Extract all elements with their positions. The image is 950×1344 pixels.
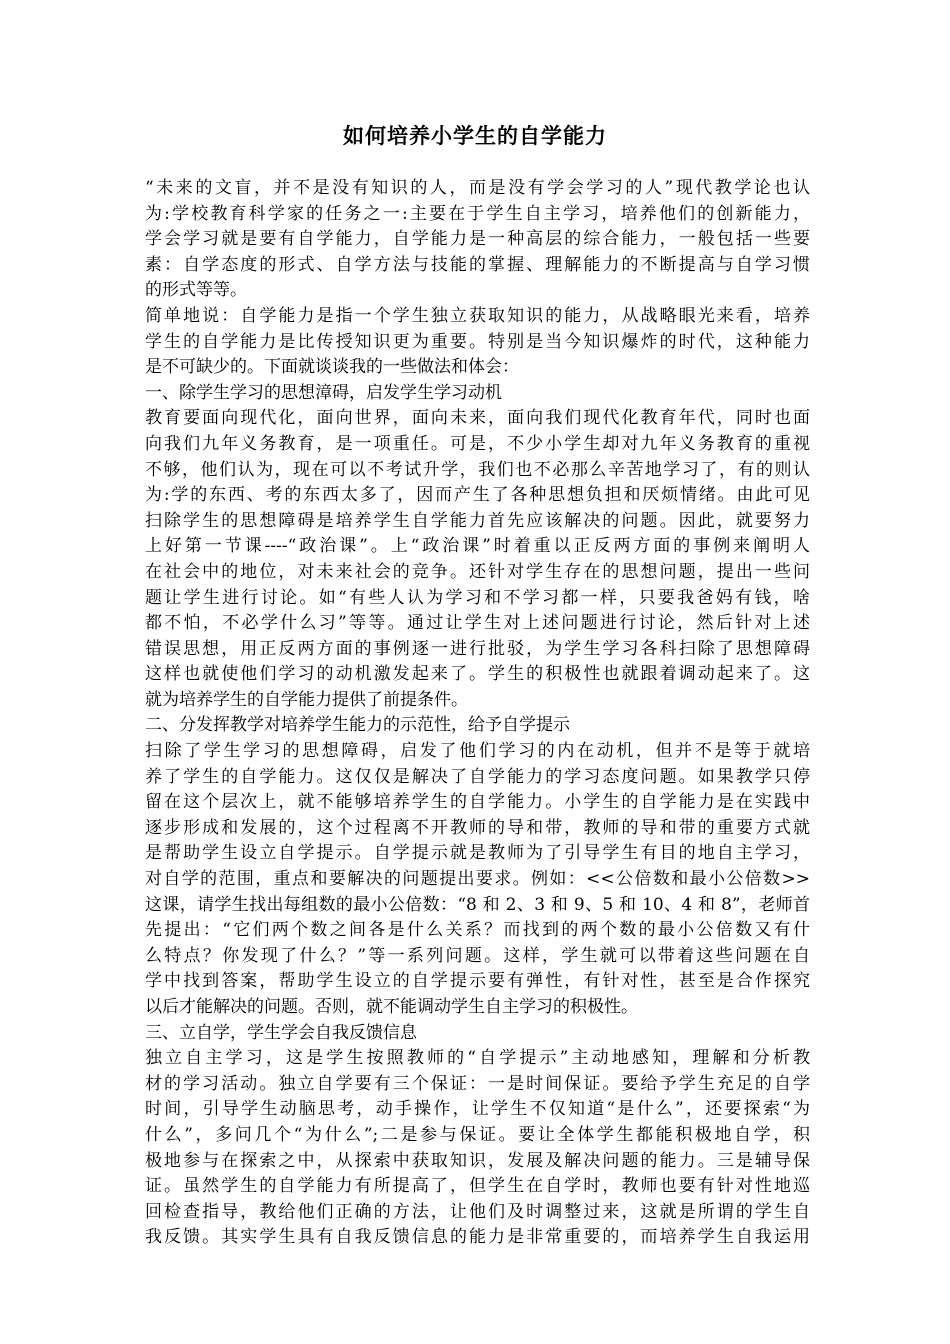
text-line: 这样也就使他们学习的动机激发起来了。学生的积极性也就跟着调动起来了。这 xyxy=(145,664,810,685)
text-line: 独立自主学习，这是学生按照教师的“自学提示”主动地感知，理解和分析教 xyxy=(145,1048,810,1069)
text-line: 学生的自学能力是比传授知识更为重要。特别是当今知识爆炸的时代，这种能力 xyxy=(145,331,810,352)
text-line: 是不可缺少的。下面就谈谈我的一些做法和体会： xyxy=(145,357,519,378)
text-line: 扫除了学生学习的思想障碍，启发了他们学习的内在动机，但并不是等于就培 xyxy=(145,741,810,762)
text-line: 逐步形成和发展的，这个过程离不开教师的导和带，教师的导和带的重要方式就 xyxy=(145,817,810,838)
text-line: 错误思想，用正反两方面的事例逐一进行批驳，为学生学习各科扫除了思想障碍 xyxy=(145,638,810,659)
text-line: 什么”，多问几个“为什么”;二是参与保证。要让全体学生都能积极地自学，积 xyxy=(145,1124,810,1145)
text-line: 都不怕，不必学什么习”等等。通过让学生对上述问题进行讨论，然后针对上述 xyxy=(145,613,810,634)
text-line: 上好第一节课----“政治课”。上“政治课”时着重以正反两方面的事例来阐明人 xyxy=(145,536,810,557)
text-line: 时间，引导学生动脑思考，动手操作，让学生不仅知道“是什么”，还要探索“为 xyxy=(145,1099,810,1120)
text-line: 养了学生的自学能力。这仅仅是解决了自学能力的学习态度问题。如果教学只停 xyxy=(145,766,810,787)
text-line: 在社会中的地位，对未来社会的竞争。还针对学生存在的思想问题，提出一些问 xyxy=(145,561,810,582)
text-line: 二、分发挥教学对培养学生能力的示范性，给予自学提示 xyxy=(145,715,570,736)
text-line: 简单地说：自学能力是指一个学生独立获取知识的能力，从战略眼光来看，培养 xyxy=(145,305,810,326)
page-title: 如何培养小学生的自学能力 xyxy=(343,123,607,148)
text-line: 这课，请学生找出每组数的最小公倍数：“8 和 2、3 和 9、5 和 10、4 和 8”，老师首 xyxy=(145,894,810,915)
text-line: 对自学的范围，重点和要解决的问题提出要求。例如：<<公倍数和最小公倍数>> xyxy=(145,869,810,890)
text-line: 三、立自学，学生学会自我反馈信息 xyxy=(145,1022,417,1043)
text-line: 向我们九年义务教育，是一项重任。可是，不少小学生却对九年义务教育的重视 xyxy=(145,433,810,454)
text-line: 就为培养学生的自学能力提供了前提条件。 xyxy=(145,689,468,710)
document-body xyxy=(145,176,810,1251)
text-line: 扫除学生的思想障碍是培养学生自学能力首先应该解决的问题。因此，就要努力 xyxy=(145,510,810,531)
text-line: 为:学的东西、考的东西太多了，因而产生了各种思想负担和厌烦情绪。由此可见 xyxy=(145,485,810,506)
text-line: 留在这个层次上，就不能够培养学生的自学能力。小学生的自学能力是在实践中 xyxy=(145,792,810,813)
text-line: 题让学生进行讨论。如“有些人认为学习和不学习都一样，只要我爸妈有钱，啥 xyxy=(145,587,810,608)
text-line: 素：自学态度的形式、自学方法与技能的掌握、理解能力的不断提高与自学习惯 xyxy=(145,254,810,275)
text-line: 以后才能解决的问题。否则，就不能调动学生自主学习的积极性。 xyxy=(145,997,638,1017)
text-line: 么特点？你发现了什么？”等一系列问题。这样，学生就可以带着这些问题在自 xyxy=(145,945,810,966)
text-line: “未来的文盲，并不是没有知识的人，而是没有学会学习的人”现代教学论也认 xyxy=(145,178,810,198)
text-line: 不够，他们认为，现在可以不考试升学，我们也不必那么辛苦地学习了，有的则认 xyxy=(145,459,810,480)
text-line: 教育要面向现代化，面向世界，面向未来，面向我们现代化教育年代，同时也面 xyxy=(145,408,810,429)
text-line: 为:学校教育科学家的任务之一:主要在于学生自主学习，培养他们的创新能力， xyxy=(145,203,810,224)
text-line: 学会学习就是要有自学能力，自学能力是一种高层的综合能力，一般包括一些要 xyxy=(145,229,810,250)
text-line: 我反馈。其实学生具有自我反馈信息的能力是非常重要的，而培养学生自我运用 xyxy=(145,1227,810,1248)
text-line: 的形式等等。 xyxy=(145,280,247,301)
text-line: 是帮助学生设立自学提示。自学提示就是教师为了引导学生有目的地自主学习， xyxy=(145,843,810,864)
text-line: 一、除学生学习的思想漳碍，启发学生学习动机 xyxy=(145,382,502,403)
text-line: 学中找到答案，帮助学生设立的自学提示要有弹性，有针对性，甚至是合作探究 xyxy=(145,971,810,992)
text-line: 极地参与在探索之中，从探索中获取知识，发展及解决问题的能力。三是辅导保 xyxy=(145,1150,810,1171)
text-line: 先提出：“它们两个数之间各是什么关系？而找到的两个数的最小公倍数又有什 xyxy=(145,920,810,941)
text-line: 材的学习活动。独立自学要有三个保证：一是时间保证。要给予学生充足的自学 xyxy=(145,1073,810,1094)
text-line: 证。虽然学生的自学能力有所提高了，但学生在自学时，教师也要有针对性地巡 xyxy=(145,1176,810,1197)
text-line: 回检查指导，教给他们正确的方法，让他们及时调整过来，这就是所谓的学生自 xyxy=(145,1201,810,1222)
